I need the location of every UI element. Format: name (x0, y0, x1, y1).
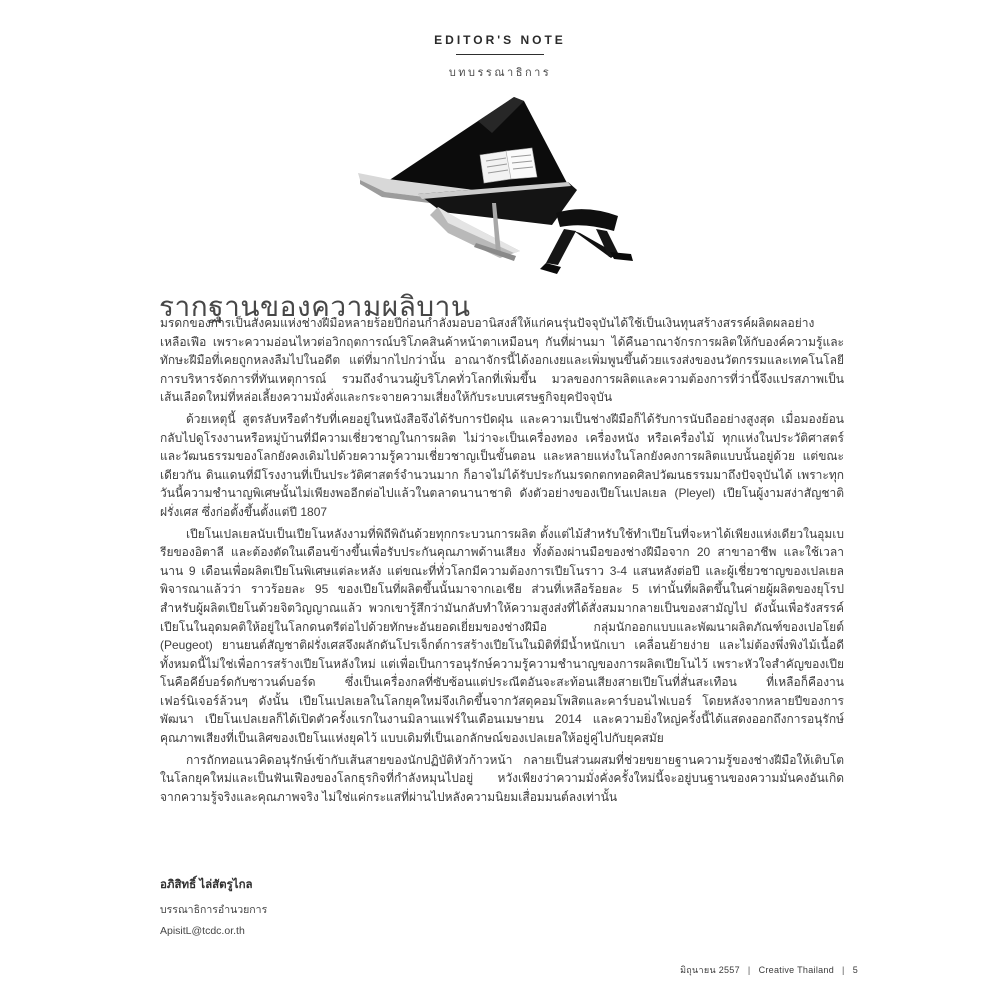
footer-page-number: 5 (852, 965, 858, 975)
editors-note-title: EDITOR'S NOTE (434, 33, 566, 47)
footer-magazine-name: Creative Thailand (758, 965, 835, 975)
header-divider (456, 54, 544, 55)
piano-lid (388, 97, 567, 192)
article-paragraph: ด้วยเหตุนี้ สูตรลับหรือตำรับที่เคยอยู่ในหนังสือจึงได้รับการปัดฝุ่น และความเป็นช่างฝีมือก็ได้รับการนับถืออย่างสูงสุด เมื่อมองย้อนกลับไปดูโรงงานหรือหมู่บ้านที่มีความเชี่ยวชาญในการผลิต ไม่ว่าจะเป็นเครื่องทอง เครื่องหนัง หรือเครื่องไม้ ทุกแห่งในประวัติศาสตร์และวัฒนธรรมของโลกยังคงเดิมไปด้วยความรู้ความเชี่ยวชาญเป็นขั้นตอน และหลายแห่งในโลกยังคงการผลิตแบบนั้นอยู่ด้วย แต่ขณะเดียวกัน ดินแดนที่มีโรงงานที่เป็นประวัติศาสตร์จำนวนมาก ก็อาจไม่ได้รับประกันมรดกตกทอดศิลปวัฒนธรรมมาถึงปัจจุบันได้ เพราะทุกวันนี้ความชำนาญพิเศษนั้นไม่เพียงพออีกต่อไปแล้วในตลาดนานาชาติ ดังตัวอย่างของเปียโนเปลเยล (Pleyel) เปียโนผู้งามสง่าสัญชาติฝรั่งเศส ซึ่งก่อตั้งขึ้นตั้งแต่ปี 1807 (160, 411, 844, 519)
footer-issue-date: มิถุนายน 2557 (680, 965, 740, 975)
editor-name: อภิสิทธิ์ ไล่สัตรูไกล (160, 879, 253, 891)
editor-email: ApisitL@tcdc.or.th (160, 925, 245, 937)
signature-block (160, 876, 267, 937)
page-header (0, 33, 1000, 81)
footer-separator: | (842, 965, 845, 975)
footer-separator: | (747, 965, 751, 975)
editor-role: บรรณาธิการอำนวยการ (160, 904, 268, 916)
article-paragraph: การถักทอแนวคิดอนุรักษ์เข้ากับเส้นสายของนักปฏิบัติหัวก้าวหน้า กลายเป็นส่วนผสมที่ช่วยขยายฐานความรู้ของช่างฝีมือให้เติบโตในโลกยุคใหม่และเป็นฟันเฟืองของโลกธุรกิจที่กำลังหมุนไปอยู่ หวังเพียงว่าความมั่งคั่งครั้งใหม่นี้จะอยู่บนฐานของความมั่นคงอันเกิดจากความรู้จริงและคุณภาพจริง ไม่ใช่แค่กระแสที่ผ่านไปหลังความนิยมเสื่อมมนต์ลงเท่านั้น (160, 752, 844, 804)
article-paragraph: มรดกของการเป็นสังคมแห่งช่างฝีมือหลายร้อยปีก่อนกำลังมอบอานิสงส์ให้แก่คนรุ่นปัจจุบันได้ใช้เป็นเงินทุนสร้างสรรค์ผลิตผลอย่างเหลือเฟือ เพราะความอ่อนไหวต่อวิกฤตการณ์บริโภคสินค้าหน้าตาเหมือนๆ กันที่ผ่านมา ได้คืนอาณาจักรการผลิตให้กับองค์ความรู้และทักษะฝีมือที่เคยถูกหลงลืมไปในอดีต แต่ที่มากไปกว่านั้น อาณาจักรนี้ได้งอกเงยและเพิ่มพูนขึ้นด้วยแรงส่งของนวัตกรรมและเทคโนโลยี การบริหารจัดการที่ทันเหตุการณ์ รวมถึงจำนวนผู้บริโภคทั่วโลกที่เพิ่มขึ้น มวลของการผลิตและความต้องการที่ว่านี้จึงแปรสภาพเป็นเส้นเลือดใหม่ที่หล่อเลี้ยงความมั่งคั่งและกระจายความเสี่ยงให้กับระบบเศรษฐกิจยุคปัจจุบัน (160, 316, 844, 405)
article-body (160, 314, 844, 806)
article-paragraph: เปียโนเปลเยลนับเป็นเปียโนหลังงามที่พิถีพิถันด้วยทุกกระบวนการผลิต ตั้งแต่ไม้สำหรับใช้ทำเปียโนที่จะหาได้เพียงแห่งเดียวในอุมเบรียของอิตาลี และต้องตัดในเดือนข้างขึ้นเพื่อรับประกันคุณภาพด้านเสียง ทั้งต้องผ่านมือของช่างฝีมือจาก 20 สาขาอาชีพ และใช้เวลานาน 9 เดือนเพื่อผลิตเปียโนพิเศษแต่ละหลัง แต่ขณะที่ทั่วโลกมีความต้องการเปียโนราว 3-4 แสนหลังต่อปี และผู้เชี่ยวชาญของเปลเยลพิจารณาแล้วว่า ราวร้อยละ 95 ของเปียโนที่ผลิตขึ้นนั้นมาจากเอเชีย ส่วนที่เหลือร้อยละ 5 เท่านั้นที่ผลิตขึ้นในค่ายผู้ผลิตของยุโรป สำหรับผู้ผลิตเปียโนด้วยจิตวิญญาณแล้ว พวกเขารู้สึกว่ามันกลับทำให้ความสูงส่งที่ได้สั่งสมมากลายเป็นของสามัญไป ดังนั้นเพื่อรังสรรค์เปียโนในอุดมคติให้อยู่ในโลกดนตรีต่อไปด้วยทักษะอันยอดเยี่ยมของช่างฝีมือ กลุ่มนักออกแบบและพัฒนาผลิตภัณฑ์ของเปอโยต์ (Peugeot) ยานยนต์สัญชาติฝรั่งเศสจึงผลักดันโปรเจ็กต์การสร้างเปียโนในมิติที่มีน้ำหนักเบา เคลื่อนย้ายง่าย และไม่ต้องพึ่งพิงไม้เนื้อดี ทั้งหมดนี้ไม่ใช่เพื่อการสร้างเปียโนหลังใหม่ แต่เพื่อเป็นการอนุรักษ์ความรู้ความชำนาญของการผลิตเปียโนไว้ เพราะหัวใจสำคัญของเปียโนคือคีย์บอร์ดกับซาวนด์บอร์ด ซึ่งเป็นเครื่องกลที่ซับซ้อนแต่ประณีตอันจะสะท้อนเสียงสายเปียโนที่สั่นสะเทือน ที่เหลือก็คืองานเฟอร์นิเจอร์ล้วนๆ ดังนั้น เปียโนเปลเยลในโลกยุคใหม่จึงเกิดขึ้นจากวัสดุคอมโพสิตและคาร์บอนไฟเบอร์ โดยหลังจากหลายปีของการพัฒนา เปียโนเปลเยลก็ได้เปิดตัวครั้งแรกในงานมิลานแฟร์ในเดือนเมษายน 2014 และความยิ่งใหญ่ครั้งนี้ได้แสดงออกถึงการอนุรักษ์คุณภาพเสียงที่เป็นเลิศของเปียโนแห่งยุคไว้ แบบเดิมที่เป็นเอกลักษณ์ของเปลเยลให้อยู่คู่ไปกับยุคสมัย (160, 526, 844, 746)
piano-image (330, 95, 680, 285)
page-footer (676, 963, 862, 977)
piano-illustration (330, 95, 680, 285)
editors-note-subtitle-thai: บทบรรณาธิการ (448, 67, 552, 79)
article-headline: รากฐานของความผลิบาน (159, 290, 471, 322)
